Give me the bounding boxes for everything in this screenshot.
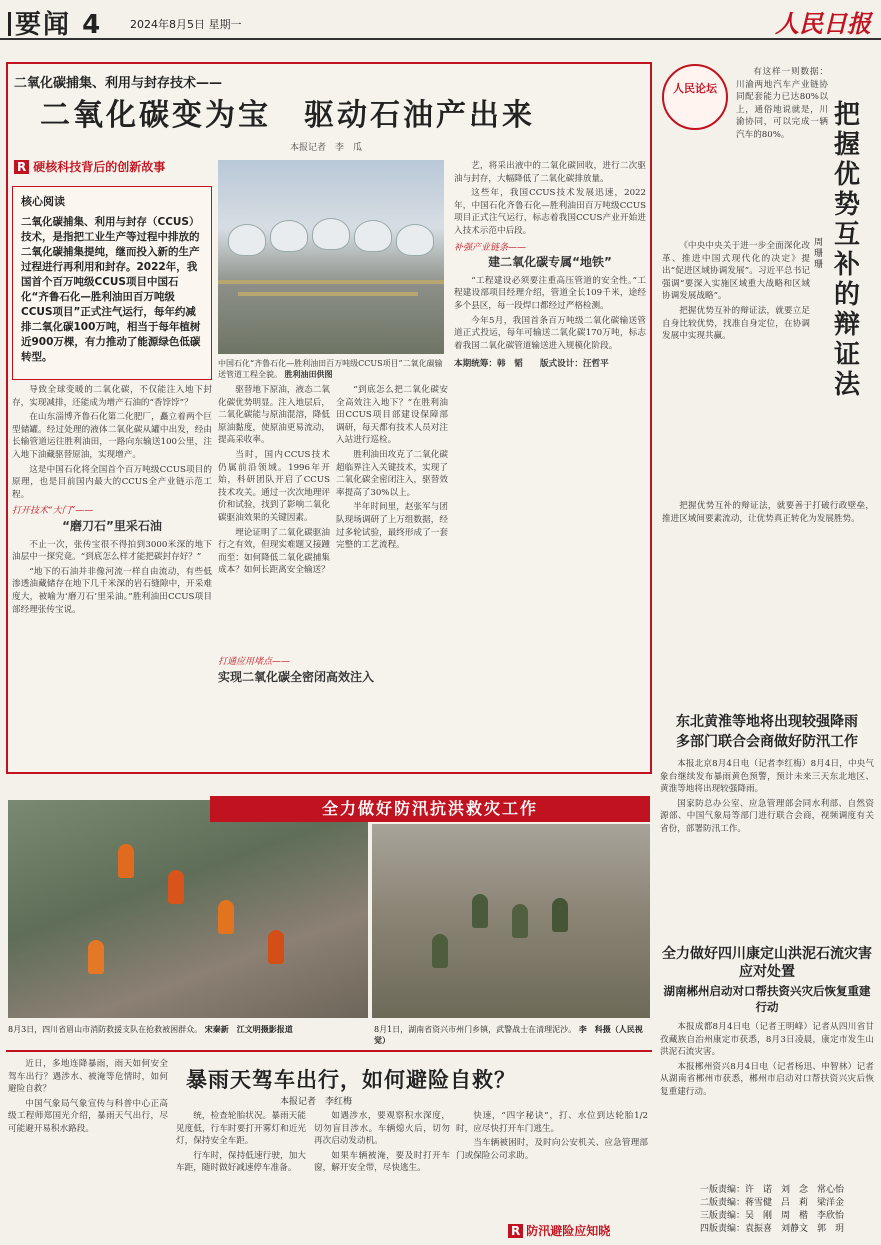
rain-story-body: 本报北京8月4日电（记者李红梅）8月4日，中央气象台继续发布暴雨黄色预警，预计未来三天东北地区、黄淮等地将出现较强降雨。 国家防总办公室、应急管理部会同水利部、自然资源部、中国气象局等部门进行联合会商，视频调度有关省份，部署防汛工作。 [660, 759, 874, 834]
section-tag-icon: R [14, 160, 29, 174]
storage-tank-icon [354, 220, 392, 252]
section-tag: R 硬核科技背后的创新故事 [14, 158, 165, 175]
lead-box [12, 186, 212, 380]
editor-line: 一版责编：许 诺 刘 念 常心怡 [700, 1185, 845, 1195]
main-col-2: 驱替地下原油，液态二氧化碳优势明显。注入地层后，二氧化碳能与原油混溶，降低原油黏度，使原油更易流动，提高采收率。 当时，国内CCUS技术仍属前沿领域。1996年开始，科研团队开启了CCUS技术攻关。通过一次次地理评价和试验，找到了影响二氧化碳驱油效果的关键因素。 埋论证明了二氧化碳驱油行之有效，但现实难题又接踵而至：如何降低二氧化碳捕集成本？如何长距离安全输送？ [218, 385, 330, 576]
soldier-figure [512, 904, 528, 938]
rescue-photo-left [8, 800, 368, 1018]
right-photo-caption: 8月1日，湖南省资兴市州门乡镇，武警战士在清理泥沙。 李 科摄（人民视觉） [374, 1024, 643, 1045]
commentary-headline[interactable]: 把握优势互补的辩证法 [834, 100, 861, 400]
main-col-3: “到底怎么把二氧化碳安全高效注入地下？”在胜利油田CCUS项目部建设保障部调研，每天都有技术人员对注入站进行巡检。 胜利油田攻克了二氧化碳超临界注入关键技术，实现了二氧化碳全密闭注入，驱替效率提高了30%以上。 半年时间里，赵张军与团队现场调研了上万组数据，经过多轮试验，最终形成了一套完整的工艺流程。 [336, 385, 448, 551]
editor-line: 三版责编：吴 刚 周 楷 李欣怡 [700, 1211, 845, 1221]
prevention-tag: R 防汛避险应知晓 [508, 1222, 610, 1239]
main-col-4: 艺，将采出液中的二氧化碳回收，进行二次驱油与封存，大幅降低了二氧化碳排放量。 这些年，我国CCUS技术发展迅速，2022年，中国石化齐鲁石化—胜利油田百万吨级CCUS项目正式注气运行，标志着我国CCUS产业开始进入技术示范中后段。 补强产业链条—— 建二氧化碳专属“地铁” “工程建设必须要注重高压管道的安全性。”工程建设部项目经理介绍，管道全长109千米，途经多个县区，每一段焊口都经过严格检测。 今年5月，我国首条百万吨级二氧化碳输送管道正式投运，每年可输送二氧化碳170万吨，标志着我国二氧化碳管道输送进入规模化阶段。 本期统筹：韩 韬 版式设计：汪哲平 [454, 161, 646, 370]
renmin-luntan-badge: 人民论坛 [662, 64, 728, 130]
editor-credits [700, 1184, 872, 1236]
flood-story-body: 本报成都8月4日电（记者王明峰）记者从四川省甘孜藏族自治州康定市获悉，8月3日凌晨，康定市发生山洪泥石流灾害。 本报郴州资兴8月4日电（记者杨迅、申智林）记者从湖南省郴州市获悉，郴州市启动对口帮扶资兴灾后恢复重建行动。 [660, 1022, 874, 1097]
firefighter-figure [218, 900, 234, 934]
co2-facility-photo [218, 160, 444, 354]
col4-footer: 本期统筹：韩 韬 版式设计：汪哲平 [454, 359, 609, 370]
page-section-title: 要闻 4 [8, 4, 102, 41]
storage-tank-icon [396, 224, 434, 256]
photo-caption: 中国石化“齐鲁石化—胜利油田百万吨级CCUS项目”二氧化碳输送管道工程全貌。 胜利油田供图 [218, 359, 443, 379]
editor-line: 二版责编：蒋雪健 吕 莉 梁洋金 [700, 1198, 845, 1208]
lead-title: 核心阅读 [21, 195, 65, 208]
editor-line: 四版责编：袁振喜 刘静文 郭 玥 [700, 1224, 845, 1234]
rain-story-title-2[interactable]: 多部门联合会商做好防汛工作 [676, 734, 858, 750]
col4-subhead-red: 补强产业链条—— [454, 242, 527, 253]
col1-subhead-red: 打开技术“大门”—— [12, 506, 94, 517]
soldier-figure [472, 894, 488, 928]
flood-story-title[interactable]: 全力做好四川康定山洪泥石流灾害应对处置 [662, 946, 872, 980]
bottom-col-2: 统，检查轮胎状况。暴雨天能见度低，行车时要打开雾灯和近光灯，保持安全车距。 行车时，保持低速行驶，加大车距，随时做好减速停车准备。 [176, 1111, 306, 1174]
flood-banner[interactable]: 全力做好防汛抗洪救灾工作 [210, 796, 650, 822]
col2-subhead: 实现二氧化碳全密闭高效注入 [218, 669, 375, 684]
col4-subhead: 建二氧化碳专属“地铁” [488, 255, 612, 270]
firefighter-figure [168, 870, 184, 904]
bottom-byline: 本报记者 李红梅 [280, 1097, 353, 1107]
newspaper-logo: 人民日报 [775, 9, 871, 38]
page-date: 2024年8月5日 星期一 [130, 18, 242, 31]
firefighter-figure [118, 844, 134, 878]
main-col-1: 导致全球变暖的二氧化碳，不仅能注入地下封存，实现减排，还能成为增产石油的“香饽饽”？ 在山东淄博齐鲁石化第二化肥厂，矗立着两个巨型储罐。经过处理的液体二氧化碳从罐中出发，经由长输管道运往胜利油田，一路向东输送100公里，注入地下油藏驱替原油，实现增产。 这是中国石化将全国首个百万吨级CCUS项目的原理，也是目前国内最大的CCUS全产业链示范工程。 打开技术“大门”—— “磨刀石”里采石油 不止一次，张传宝很不得拍到3000米深的地下油层中一探究竟。“到底怎么样才能把碳封存好？” “地下的石油并非像河流一样自由流动，有些低渗透油藏储存在地下几千米深的岩石缝隙中，开采难度大，被喻为‘磨刀石’里采油。”胜利油田CCUS项目部经理张传宝说。 [12, 385, 212, 615]
left-photo-caption: 8月3日，四川省眉山市消防救援支队在抢救被困群众。 宋秦新 江文明摄影报道 [8, 1024, 293, 1034]
firefighter-figure [88, 940, 104, 974]
commentary-author: 周珊珊 [814, 238, 824, 270]
prevention-tag-icon: R [508, 1224, 523, 1238]
commentary-col-bottom: 把握优势互补的辩证法，就要善于打破行政壁垒，推进区域间要素流动，让优势真正转化为发展胜势。 [662, 501, 874, 524]
bottom-headline[interactable]: 暴雨天驾车出行，如何避险自救？ [186, 1068, 516, 1092]
main-byline: 本报记者 李 瓜 [290, 143, 363, 153]
bottom-col-1: 近日，多地连降暴雨，雨天如何安全驾车出行？遇涉水、被淹等危情时，如何避险自救？ 中国气象局气象宣传与科普中心正高级工程师郑国光介绍，暴雨天气出行，尽可能避开易积水路段。 [8, 1059, 168, 1134]
soldier-figure [432, 934, 448, 968]
storage-tank-icon [228, 224, 266, 256]
rain-warning-story [660, 712, 874, 954]
firefighter-figure [268, 930, 284, 964]
main-col-2b [218, 652, 448, 768]
soldier-figure [552, 898, 568, 932]
flood-story-subtitle[interactable]: 湖南郴州启动对口帮扶资兴灾后恢复重建行动 [663, 984, 871, 1014]
rain-story-title-1[interactable]: 东北黄淮等地将出现较强降雨 [676, 714, 858, 730]
kangding-flood-story [660, 945, 874, 1201]
commentary-col-top: 有这样一则数据：川渝两地汽车产业链协同配套能力已达80%以上，通俗地说就是，川渝协同，可以完成一辆汽车的80%。 [736, 67, 828, 140]
photo-credit: 胜利油田供图 [284, 369, 333, 379]
section-bar-icon [8, 12, 11, 36]
pipeline-icon [218, 280, 444, 284]
main-kicker: 二氧化碳捕集、利用与封存技术—— [14, 76, 223, 91]
col1-subhead: “磨刀石”里采石油 [62, 518, 162, 533]
storage-tank-icon [312, 218, 350, 250]
lead-text: 二氧化碳捕集、利用与封存（CCUS）技术，是指把工业生产等过程中排放的二氧化碳捕集提纯，继而投入新的生产过程进行再利用和封存。2022年，我国首个百万吨级CCUS项目中国石化“齐鲁石化—胜利油田百万吨级CCUS项目”正式注气运行，每年约减排二氧化碳100万吨，相当于每年植树近900万棵，有力推动了能源绿色低碳转型。 [21, 216, 201, 363]
rescue-photo-right [372, 824, 650, 1018]
bottom-col-3: 如遇涉水，要观察积水深度，切勿盲目涉水。车辆熄火后，切勿再次启动发动机。 如果车辆被淹，要及时打开车窗，解开安全带，尽快逃生。 [314, 1111, 450, 1174]
col2-subhead-red: 打通应用堵点—— [218, 657, 291, 667]
main-headline[interactable]: 二氧化碳变为宝 驱动石油产出来 [40, 98, 535, 133]
bottom-col-4: 快速，“四字秘诀”，打、水位到达轮胎1/2时，应尽快打开车门逃生。 当车辆被困时，及时向公安机关、应急管理部门或保险公司求助。 [456, 1111, 648, 1161]
commentary-col-mid: 《中央中央关于进一步全面深化改革、推进中国式现代化的决定》提出“促进区域协调发展”。习近平总书记强调“要深入实施区域重大战略和区域协调发展战略”。 把握优势互补的辩证法，就要立足自身比较优势，找准自身定位，在协调发展中实现共赢。 [662, 241, 810, 342]
page-number: 4 [82, 10, 103, 40]
storage-tank-icon [270, 220, 308, 252]
pipeline-icon [238, 292, 418, 296]
